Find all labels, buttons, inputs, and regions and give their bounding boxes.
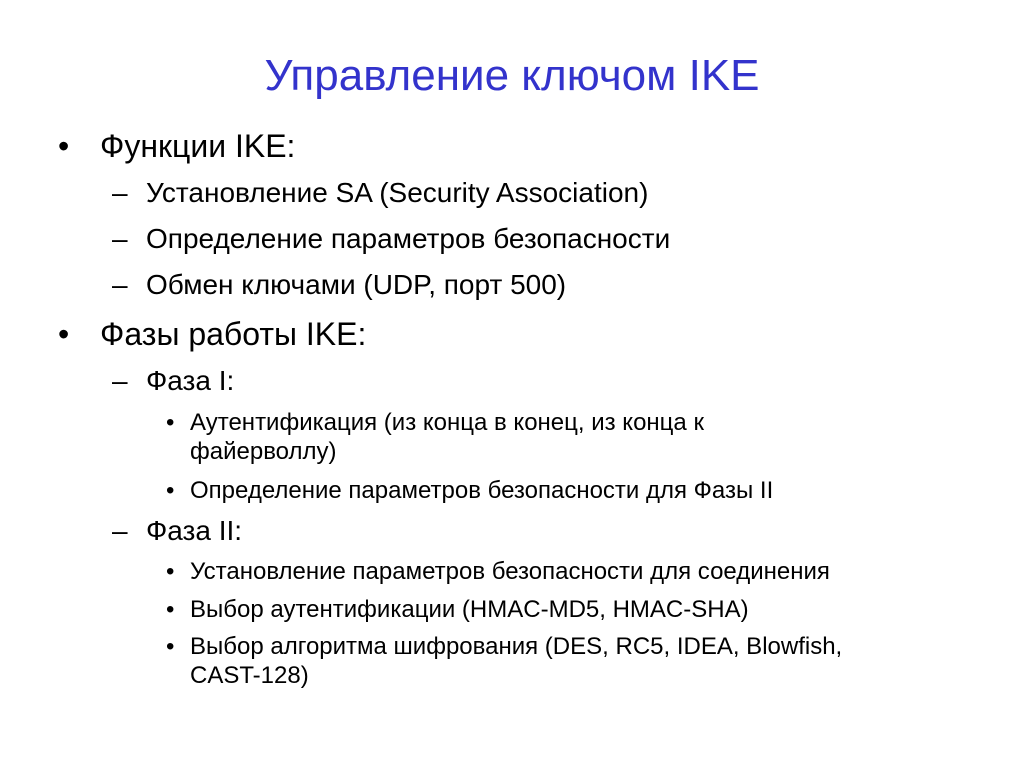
section-heading-functions: Функции IKE:: [100, 128, 296, 164]
phase-heading: Фаза II:: [146, 515, 243, 546]
list-item: Выбор алгоритма шифрования (DES, RC5, IDEA, Blowfish,: [190, 633, 843, 660]
bullet-marker: •: [166, 409, 175, 436]
bullet-marker: •: [58, 128, 70, 164]
bullet-marker: •: [166, 596, 175, 623]
dash-marker: –: [112, 177, 128, 208]
slide-title: Управление ключом IKE: [264, 51, 760, 100]
list-item: Определение параметров безопасности: [146, 223, 671, 254]
dash-marker: –: [112, 223, 128, 254]
bullet-marker: •: [58, 316, 70, 352]
list-item-continuation: CAST-128): [190, 662, 309, 689]
section-heading-phases: Фазы работы IKE:: [100, 316, 367, 352]
bullet-marker: •: [166, 558, 175, 585]
list-item: Установление SA (Security Association): [146, 177, 649, 208]
list-item: Установление параметров безопасности для соединения: [190, 558, 830, 585]
list-item: Определение параметров безопасности для Фазы II: [190, 477, 774, 504]
phase-heading: Фаза I:: [146, 365, 235, 396]
dash-marker: –: [112, 365, 128, 396]
list-item: Выбор аутентификации (HMAC-MD5, HMAC-SHA): [190, 596, 749, 623]
bullet-marker: •: [166, 633, 175, 660]
list-item: Обмен ключами (UDP, порт 500): [146, 269, 567, 300]
dash-marker: –: [112, 269, 128, 300]
bullet-marker: •: [166, 477, 175, 504]
dash-marker: –: [112, 515, 128, 546]
list-item: Аутентификация (из конца в конец, из конца к: [190, 409, 704, 436]
list-item-continuation: файерволлу): [190, 438, 337, 465]
